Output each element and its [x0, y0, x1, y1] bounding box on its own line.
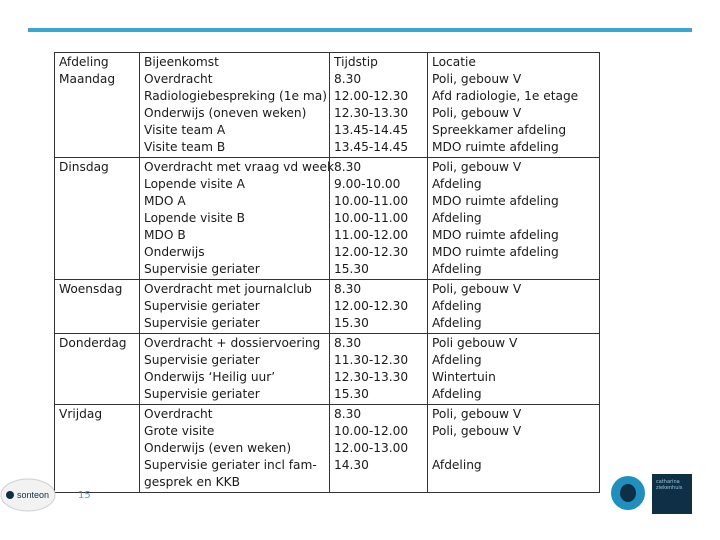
meetings-cell-line: MDO B	[144, 228, 186, 242]
times-cell-line: 12.30-13.30	[334, 106, 409, 120]
meetings-cell-line: Overdracht + dossiervoering	[144, 336, 321, 350]
locations-cell-line: Afdeling	[432, 316, 482, 330]
meetings-cell	[140, 53, 330, 158]
locations-cell-line: MDO ruimte afdeling	[432, 194, 559, 208]
page-number: 15	[78, 490, 91, 501]
meetings-cell-line: Overdracht	[144, 407, 213, 421]
locations-cell-line: MDO ruimte afdeling	[432, 245, 559, 259]
times-cell-line: 10.00-11.00	[334, 211, 409, 225]
meetings-cell-line: Onderwijs	[144, 245, 205, 259]
meetings-cell-line: Supervisie geriater	[144, 353, 260, 367]
meetings-cell-line: Onderwijs (even weken)	[144, 441, 292, 455]
catharina-logo-mark	[611, 476, 645, 510]
times-cell-line: 15.30	[334, 387, 369, 401]
times-cell-line: 13.45-14.45	[334, 123, 409, 137]
meetings-cell-line: Visite team B	[144, 140, 226, 154]
times-cell-line: 8.30	[334, 336, 362, 350]
day-cell	[55, 334, 140, 405]
locations-cell-line: Poli, gebouw V	[432, 106, 522, 120]
day-cell	[55, 158, 140, 280]
meetings-cell-line: Supervisie geriater	[144, 262, 260, 276]
meetings-cell-line: Onderwijs (oneven weken)	[144, 106, 307, 120]
table-row	[55, 158, 600, 280]
locations-cell-line: Afdeling	[432, 211, 482, 225]
table-row	[55, 53, 600, 158]
times-cell-line: 9.00-10.00	[334, 177, 401, 191]
locations-cell-line: Afd radiologie, 1e etage	[432, 89, 579, 103]
table-row	[55, 280, 600, 334]
locations-cell-line: Poli, gebouw V	[432, 424, 522, 438]
locations-cell-line: Afdeling	[432, 458, 482, 472]
times-cell-line: 12.00-12.30	[334, 245, 409, 259]
times-cell-line: 11.30-12.30	[334, 353, 409, 367]
locations-cell-line: Afdeling	[432, 177, 482, 191]
locations-cell	[428, 53, 600, 158]
times-cell-line: 14.30	[334, 458, 369, 472]
locations-cell-line	[432, 440, 595, 457]
locations-cell-line: Poli gebouw V	[432, 336, 518, 350]
meetings-cell	[140, 334, 330, 405]
locations-cell	[428, 334, 600, 405]
day-cell	[55, 280, 140, 334]
times-cell-line: 12.30-13.30	[334, 370, 409, 384]
times-cell	[330, 334, 428, 405]
times-cell	[330, 158, 428, 280]
locations-cell	[428, 405, 600, 493]
locations-cell-line: Afdeling	[432, 299, 482, 313]
top-accent-bar	[28, 28, 692, 32]
meetings-cell	[140, 405, 330, 493]
times-cell	[330, 280, 428, 334]
times-cell-line: 13.45-14.45	[334, 140, 409, 154]
locations-cell-line: MDO ruimte afdeling	[432, 228, 559, 242]
meetings-cell-line: Visite team A	[144, 123, 226, 137]
times-cell	[330, 53, 428, 158]
times-cell-line: 12.00-13.00	[334, 441, 409, 455]
locations-cell-line: Wintertuin	[432, 370, 496, 384]
times-cell-line: 10.00-11.00	[334, 194, 409, 208]
locations-cell-line: Afdeling	[432, 262, 482, 276]
locations-cell-line: Spreekkamer afdeling	[432, 123, 567, 137]
header-bijeenkomst: Bijeenkomst	[144, 55, 219, 69]
meetings-cell-line: Overdracht	[144, 72, 213, 86]
locations-cell-line: Afdeling	[432, 387, 482, 401]
header-afdeling: Afdeling	[59, 55, 109, 69]
times-cell-line: 11.00-12.00	[334, 228, 409, 242]
meetings-cell-line: Grote visite	[144, 424, 215, 438]
times-cell-line: 15.30	[334, 262, 369, 276]
header-tijdstip: Tijdstip	[334, 55, 378, 69]
sonteon-logo	[0, 477, 56, 513]
catharina-logo-text: catharina ziekenhuis	[656, 479, 683, 491]
catharina-logo-box	[652, 474, 692, 514]
locations-cell-line: Afdeling	[432, 353, 482, 367]
locations-cell-line: Poli, gebouw V	[432, 407, 522, 421]
meetings-cell-line: Supervisie geriater incl fam-gesprek en KKB	[144, 458, 317, 489]
meetings-cell-line: Supervisie geriater	[144, 299, 260, 313]
table-row	[55, 334, 600, 405]
meetings-cell	[140, 158, 335, 280]
day-label: Vrijdag	[59, 407, 103, 421]
locations-cell-line: Poli, gebouw V	[432, 160, 522, 174]
locations-cell	[428, 280, 600, 334]
table-row	[55, 405, 600, 493]
meetings-cell-line: Onderwijs ‘Heilig uur’	[144, 370, 276, 384]
meetings-cell-line: Lopende visite B	[144, 211, 245, 225]
locations-cell	[428, 158, 600, 280]
header-locatie: Locatie	[432, 55, 476, 69]
times-cell-line: 10.00-12.00	[334, 424, 409, 438]
times-cell-line: 15.30	[334, 316, 369, 330]
day-label: Donderdag	[59, 336, 127, 350]
times-cell-line: 12.00-12.30	[334, 299, 409, 313]
meetings-cell-line: Lopende visite A	[144, 177, 245, 191]
meetings-cell-line: Supervisie geriater	[144, 387, 260, 401]
day-cell	[55, 53, 140, 158]
day-cell	[55, 405, 140, 493]
locations-cell-line: Poli, gebouw V	[432, 282, 522, 296]
day-label: Woensdag	[59, 282, 123, 296]
times-cell-line: 12.00-12.30	[334, 89, 409, 103]
locations-cell-line: MDO ruimte afdeling	[432, 140, 559, 154]
times-cell-line: 8.30	[334, 160, 362, 174]
meetings-cell-line: Radiologiebespreking (1e ma)	[144, 89, 328, 103]
meetings-cell-line: Supervisie geriater	[144, 316, 260, 330]
times-cell-line: 8.30	[334, 72, 362, 86]
meetings-cell	[140, 280, 330, 334]
locations-cell-line: Poli, gebouw V	[432, 72, 522, 86]
day-label: Maandag	[59, 72, 116, 86]
meetings-cell-line: Overdracht met journalclub	[144, 282, 312, 296]
meetings-cell-line: Overdracht met vraag vd week	[144, 160, 335, 174]
schedule-table	[54, 52, 600, 493]
day-label: Dinsdag	[59, 160, 109, 174]
svg-text:sonteon: sonteon	[17, 490, 50, 500]
times-cell-line: 8.30	[334, 407, 362, 421]
times-cell-line: 8.30	[334, 282, 362, 296]
meetings-cell-line: MDO A	[144, 194, 186, 208]
times-cell	[330, 405, 428, 493]
